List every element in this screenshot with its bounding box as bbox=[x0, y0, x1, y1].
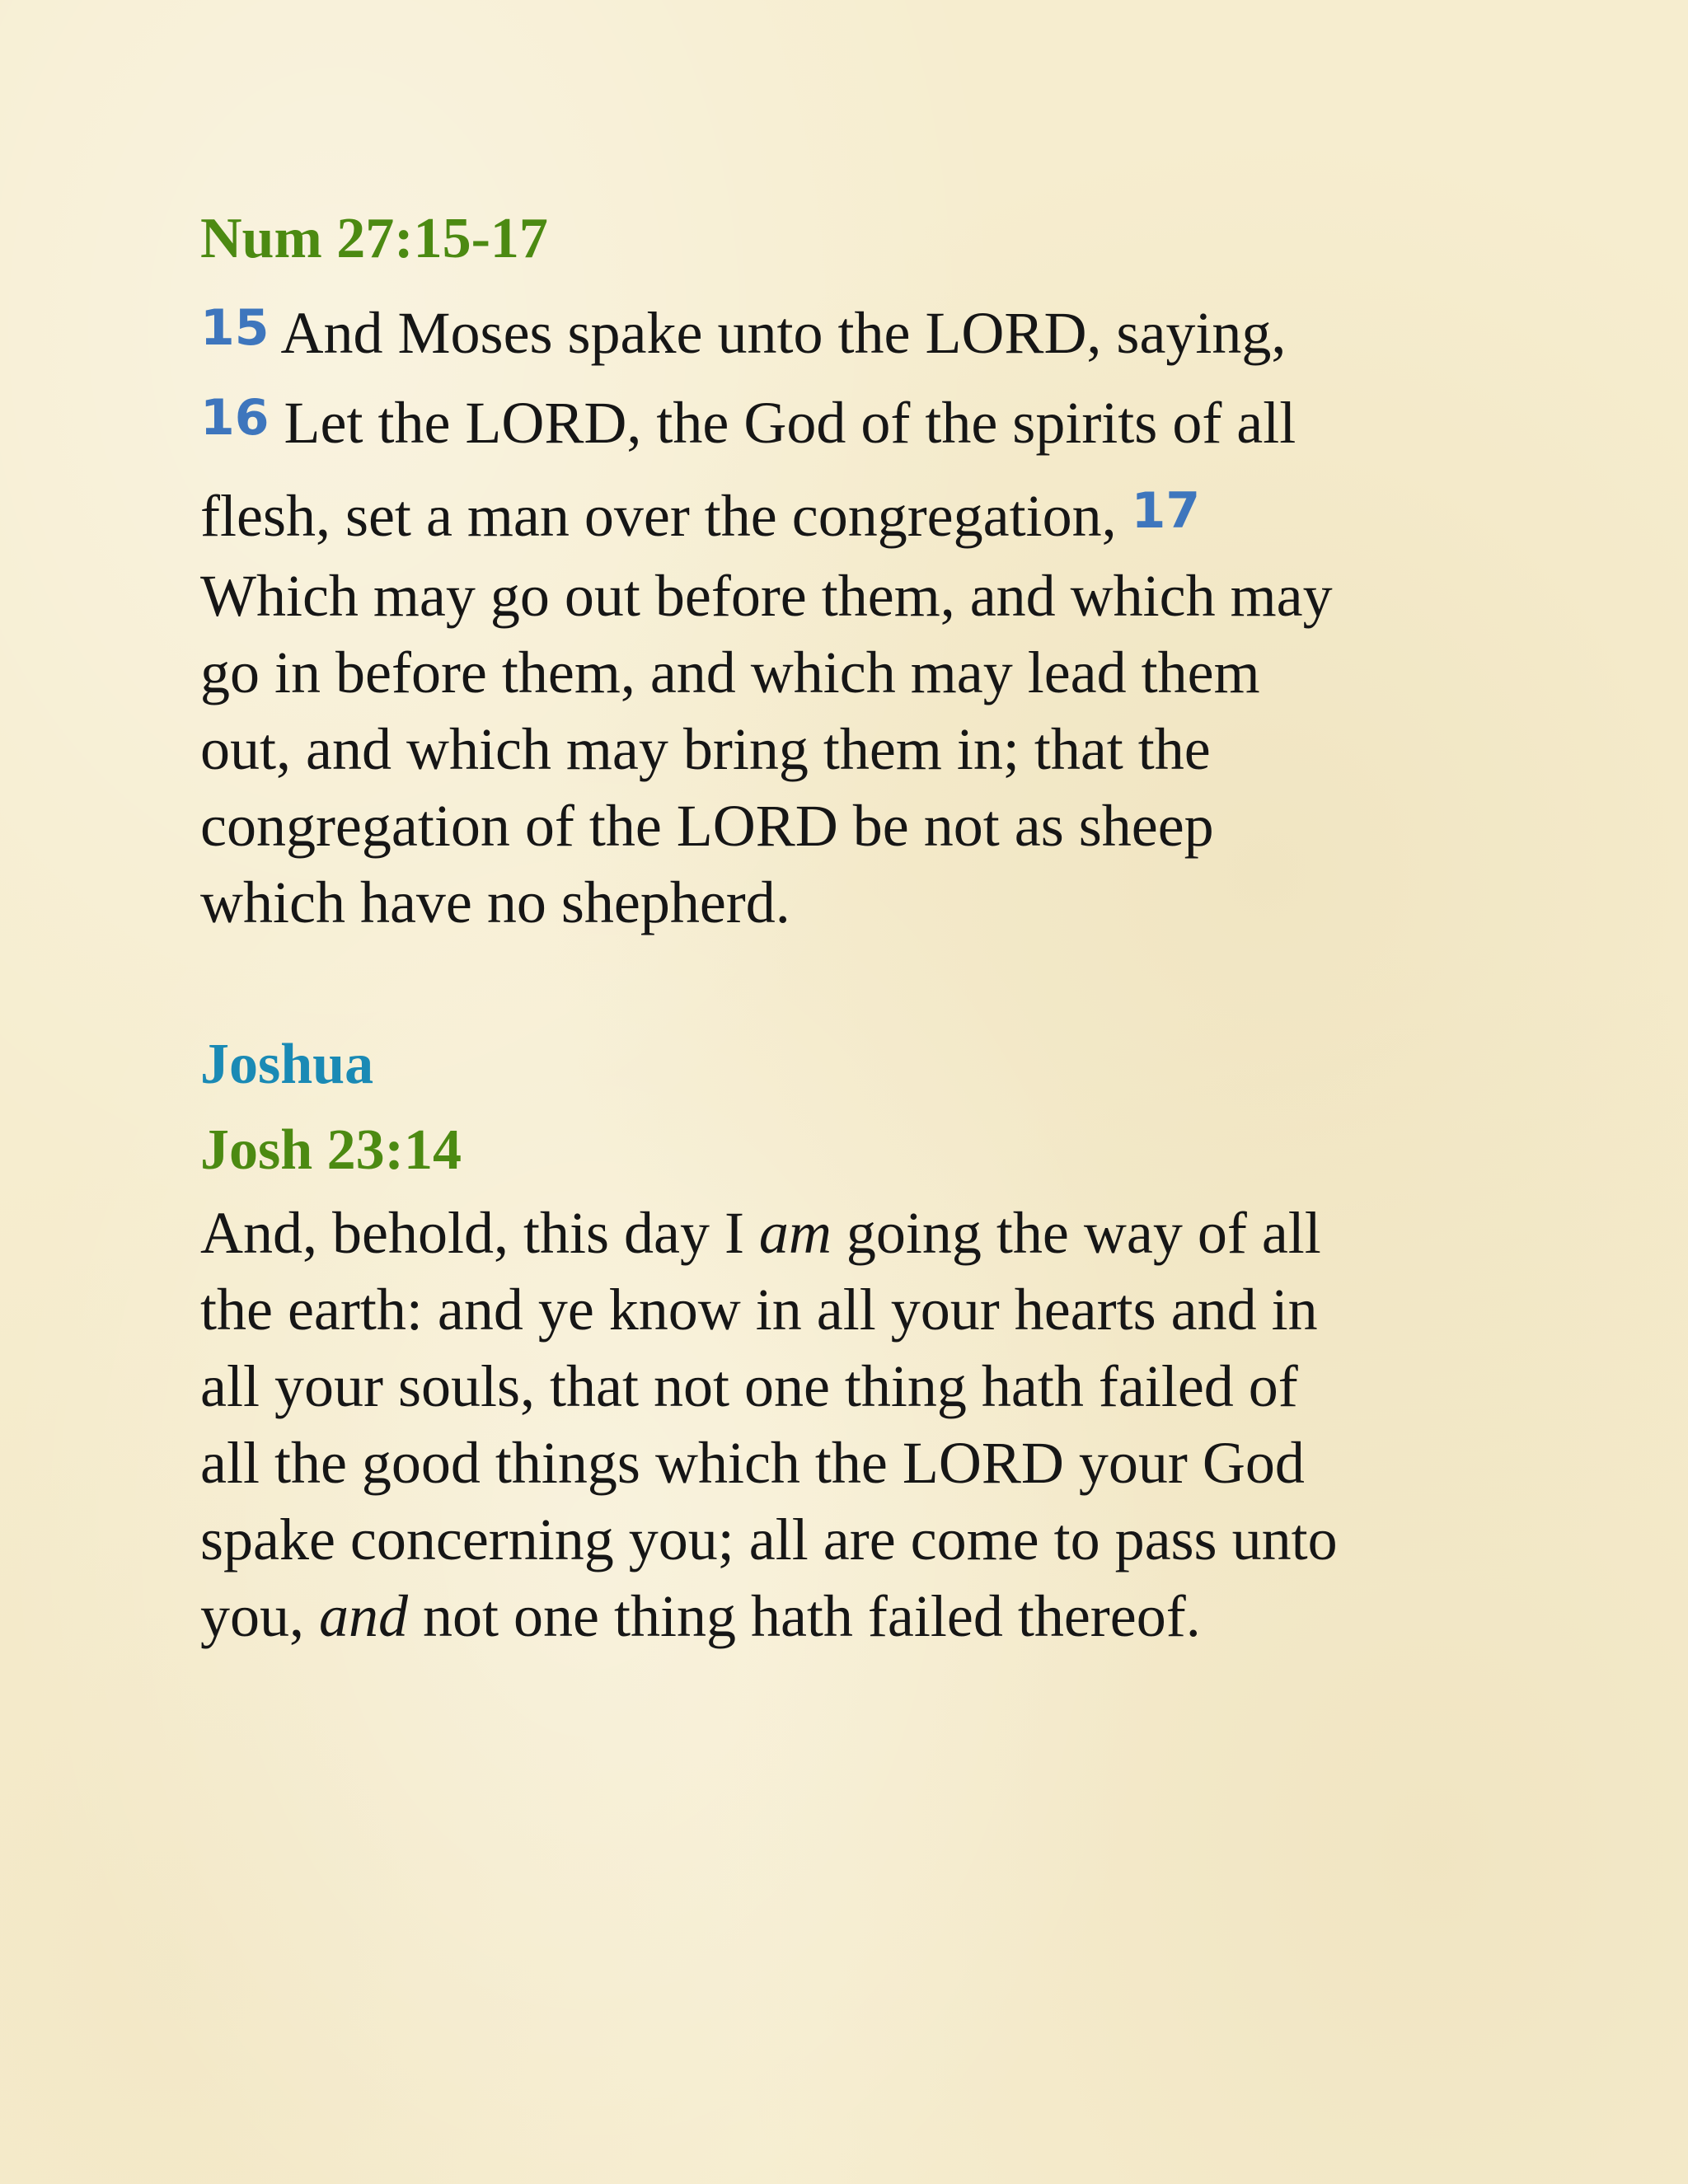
text-segment: And, behold, this day I bbox=[200, 1200, 759, 1266]
text-line bbox=[200, 1195, 1486, 1272]
verse-number: 17 bbox=[1131, 482, 1201, 540]
text-line: go in before them, and which may lead them bbox=[200, 640, 1260, 705]
passage-reference-num: Num 27:15-17 bbox=[200, 207, 548, 270]
text-segment: going the way of all bbox=[831, 1200, 1321, 1266]
text-line: Which may go out before them, and which may bbox=[200, 563, 1333, 629]
text-line: all your souls, that not one thing hath failed of bbox=[200, 1353, 1298, 1419]
verse-number: 15 bbox=[200, 299, 270, 357]
text-line bbox=[200, 1578, 1486, 1655]
text-line: congregation of the LORD be not as sheep bbox=[200, 793, 1214, 859]
text-line bbox=[200, 295, 1486, 375]
text-line bbox=[200, 478, 1486, 558]
book-heading: Joshua bbox=[200, 1033, 374, 1096]
text-line: spake concerning you; all are come to pass unto bbox=[200, 1507, 1338, 1572]
verse-text: Let the LORD, the God of the spirits of all bbox=[269, 390, 1296, 456]
text-segment: you, bbox=[200, 1583, 319, 1649]
passage-reference-josh: Josh 23:14 bbox=[200, 1118, 462, 1182]
passage-text-num bbox=[200, 295, 1486, 941]
italic-segment: am bbox=[758, 1200, 832, 1266]
text-line: the earth: and ye know in all your hearts and in bbox=[200, 1277, 1318, 1343]
verse-text: And Moses spake unto the LORD, saying, bbox=[269, 300, 1287, 366]
italic-segment: and bbox=[319, 1583, 408, 1649]
text-line: out, and which may bring them in; that the bbox=[200, 716, 1211, 782]
text-line: which have no shepherd. bbox=[200, 869, 790, 935]
verse-text: flesh, set a man over the congregation, bbox=[200, 483, 1132, 549]
text-segment: not one thing hath failed thereof. bbox=[408, 1583, 1201, 1649]
document-page bbox=[200, 198, 1486, 1655]
text-line: all the good things which the LORD your God bbox=[200, 1430, 1305, 1496]
verse-number: 16 bbox=[200, 389, 270, 447]
passage-text-josh bbox=[200, 1195, 1486, 1655]
text-line bbox=[200, 385, 1486, 465]
